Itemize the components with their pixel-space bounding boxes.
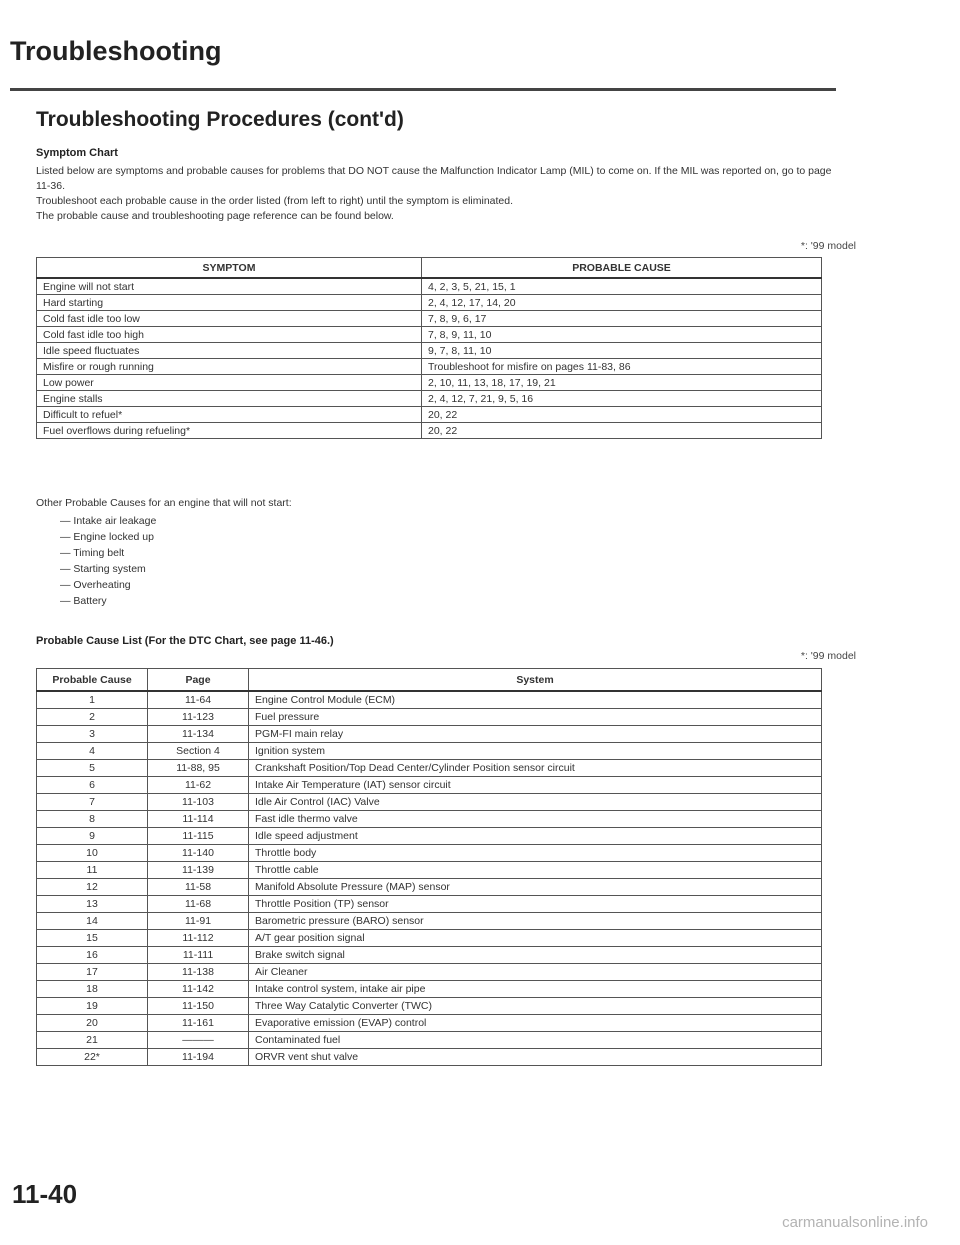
- table-row: [37, 1015, 822, 1032]
- page-cell: 11-161: [148, 1015, 249, 1032]
- table-row: [37, 743, 822, 760]
- symptom-cell: Hard starting: [37, 295, 422, 311]
- title-rule: [10, 88, 836, 91]
- cause-number-cell: 14: [37, 913, 148, 930]
- watermark: carmanualsonline.info: [782, 1214, 928, 1231]
- cause-number-cell: 5: [37, 760, 148, 777]
- table-row: [37, 777, 822, 794]
- symptom-cell: Cold fast idle too high: [37, 327, 422, 343]
- symptom-chart-heading: Symptom Chart: [36, 147, 118, 159]
- page-cell: 11-150: [148, 998, 249, 1015]
- table-row: [37, 913, 822, 930]
- symptom-cell: Misfire or rough running: [37, 359, 422, 375]
- cause-number-cell: 22*: [37, 1049, 148, 1066]
- cause-number-cell: 17: [37, 964, 148, 981]
- system-cell: Air Cleaner: [249, 964, 822, 981]
- system-cell: Intake control system, intake air pipe: [249, 981, 822, 998]
- table-row: [37, 845, 822, 862]
- page-cell: 11-62: [148, 777, 249, 794]
- intro-paragraph: Troubleshoot each probable cause in the order listed (from left to right) until the symptom is eliminated.: [36, 195, 514, 207]
- cause-number-cell: 7: [37, 794, 148, 811]
- table-row: [37, 947, 822, 964]
- system-cell: Barometric pressure (BARO) sensor: [249, 913, 822, 930]
- intro-paragraph: The probable cause and troubleshooting page reference can be found below.: [36, 210, 394, 222]
- table-row: [37, 879, 822, 896]
- system-cell: Contaminated fuel: [249, 1032, 822, 1049]
- system-cell: Throttle cable: [249, 862, 822, 879]
- table-row: [37, 311, 822, 327]
- table-row: [37, 343, 822, 359]
- page-cell: 11-114: [148, 811, 249, 828]
- symptom-cell: Cold fast idle too low: [37, 311, 422, 327]
- page-cell: 11-88, 95: [148, 760, 249, 777]
- table-row: [37, 828, 822, 845]
- probable-cause-cell: 2, 4, 12, 17, 14, 20: [422, 295, 822, 311]
- cause-number-cell: 9: [37, 828, 148, 845]
- page-cell: 11-140: [148, 845, 249, 862]
- table-row: [37, 709, 822, 726]
- page-cell: 11-138: [148, 964, 249, 981]
- table-row: [37, 726, 822, 743]
- table-row: [37, 359, 822, 375]
- probable-cause-cell: 4, 2, 3, 5, 21, 15, 1: [422, 278, 822, 295]
- system-cell: Brake switch signal: [249, 947, 822, 964]
- probable-cause-cell: 9, 7, 8, 11, 10: [422, 343, 822, 359]
- cause-number-cell: 20: [37, 1015, 148, 1032]
- symptom-cell: Low power: [37, 375, 422, 391]
- cause-number-cell: 18: [37, 981, 148, 998]
- page-cell: 11-58: [148, 879, 249, 896]
- page-cell: 11-194: [148, 1049, 249, 1066]
- table-row: [37, 930, 822, 947]
- table-row: [37, 862, 822, 879]
- page-cell: Section 4: [148, 743, 249, 760]
- table-row: [37, 964, 822, 981]
- probable-cause-cell: 7, 8, 9, 6, 17: [422, 311, 822, 327]
- system-cell: A/T gear position signal: [249, 930, 822, 947]
- page-cell: 11-103: [148, 794, 249, 811]
- system-cell: Fast idle thermo valve: [249, 811, 822, 828]
- system-cell: Throttle Position (TP) sensor: [249, 896, 822, 913]
- probable-cause-cell: 20, 22: [422, 407, 822, 423]
- other-causes-heading: Other Probable Causes for an engine that will not start:: [36, 497, 292, 509]
- page-cell: 11-112: [148, 930, 249, 947]
- system-cell: Manifold Absolute Pressure (MAP) sensor: [249, 879, 822, 896]
- symptom-cell: Engine will not start: [37, 278, 422, 295]
- page-cell: 11-115: [148, 828, 249, 845]
- table-row: [37, 375, 822, 391]
- cause-number-cell: 6: [37, 777, 148, 794]
- list-item: — Intake air leakage: [60, 515, 157, 527]
- column-header-probable-cause: PROBABLE CAUSE: [422, 258, 822, 279]
- symptom-cell: Difficult to refuel*: [37, 407, 422, 423]
- other-causes: [36, 497, 292, 609]
- list-item: — Overheating: [60, 579, 131, 591]
- list-item: — Battery: [60, 595, 107, 607]
- system-cell: Idle speed adjustment: [249, 828, 822, 845]
- system-cell: Three Way Catalytic Converter (TWC): [249, 998, 822, 1015]
- system-cell: Ignition system: [249, 743, 822, 760]
- cause-list-model-note: *: '99 model: [800, 650, 856, 662]
- cause-number-cell: 4: [37, 743, 148, 760]
- cause-number-cell: 19: [37, 998, 148, 1015]
- system-cell: Engine Control Module (ECM): [249, 691, 822, 709]
- cause-number-cell: 13: [37, 896, 148, 913]
- cause-number-cell: 3: [37, 726, 148, 743]
- table-row: [37, 423, 822, 439]
- cause-number-cell: 10: [37, 845, 148, 862]
- table-row: [37, 391, 822, 407]
- page-cell: 11-142: [148, 981, 249, 998]
- table-row: [37, 327, 822, 343]
- intro-paragraph: Listed below are symptoms and probable causes for problems that DO NOT cause the Malfunction Indicator Lamp (MIL) to come on. If the MIL was reported on, go to page 11-36.: [36, 165, 832, 192]
- cause-number-cell: 2: [37, 709, 148, 726]
- symptom-table: [36, 257, 822, 439]
- table-row: [37, 794, 822, 811]
- symptom-cell: Fuel overflows during refueling*: [37, 423, 422, 439]
- symptom-model-note: *: '99 model: [800, 240, 856, 252]
- probable-cause-cell: Troubleshoot for misfire on pages 11-83, 86: [422, 359, 822, 375]
- table-row: [37, 811, 822, 828]
- page-cell: 11-64: [148, 691, 249, 709]
- symptom-cell: Idle speed fluctuates: [37, 343, 422, 359]
- table-row: [37, 998, 822, 1015]
- page-number: 11-40: [12, 1179, 78, 1209]
- table-row: [37, 981, 822, 998]
- page-cell: 11-91: [148, 913, 249, 930]
- other-causes-list: [60, 513, 292, 609]
- symptom-chart-intro: [36, 164, 836, 224]
- table-header-row: [37, 669, 822, 692]
- column-header-symptom: SYMPTOM: [37, 258, 422, 279]
- cause-number-cell: 1: [37, 691, 148, 709]
- page-cell: 11-134: [148, 726, 249, 743]
- cause-number-cell: 8: [37, 811, 148, 828]
- probable-cause-cell: 2, 4, 12, 7, 21, 9, 5, 16: [422, 391, 822, 407]
- column-header-system: System: [249, 669, 822, 692]
- table-row: [37, 760, 822, 777]
- page-cell: ———: [148, 1032, 249, 1049]
- table-row: [37, 407, 822, 423]
- table-row: [37, 691, 822, 709]
- system-cell: Fuel pressure: [249, 709, 822, 726]
- cause-number-cell: 12: [37, 879, 148, 896]
- page-cell: 11-68: [148, 896, 249, 913]
- page-cell: 11-139: [148, 862, 249, 879]
- page-cell: 11-123: [148, 709, 249, 726]
- list-item: — Starting system: [60, 563, 146, 575]
- probable-cause-cell: 2, 10, 11, 13, 18, 17, 19, 21: [422, 375, 822, 391]
- system-cell: Evaporative emission (EVAP) control: [249, 1015, 822, 1032]
- probable-cause-table: [36, 668, 822, 1066]
- table-row: [37, 896, 822, 913]
- column-header-probable-cause: Probable Cause: [37, 669, 148, 692]
- symptom-cell: Engine stalls: [37, 391, 422, 407]
- table-row: [37, 295, 822, 311]
- system-cell: Idle Air Control (IAC) Valve: [249, 794, 822, 811]
- symptom-table-body: [37, 278, 822, 439]
- table-header-row: [37, 258, 822, 279]
- cause-number-cell: 11: [37, 862, 148, 879]
- system-cell: PGM-FI main relay: [249, 726, 822, 743]
- section-title: Troubleshooting Procedures (cont'd): [36, 108, 404, 131]
- cause-number-cell: 21: [37, 1032, 148, 1049]
- system-cell: Throttle body: [249, 845, 822, 862]
- system-cell: Intake Air Temperature (IAT) sensor circuit: [249, 777, 822, 794]
- probable-cause-cell: 20, 22: [422, 423, 822, 439]
- system-cell: ORVR vent shut valve: [249, 1049, 822, 1066]
- probable-cause-cell: 7, 8, 9, 11, 10: [422, 327, 822, 343]
- list-item: — Engine locked up: [60, 531, 154, 543]
- list-item: — Timing belt: [60, 547, 125, 559]
- system-cell: Crankshaft Position/Top Dead Center/Cylinder Position sensor circuit: [249, 760, 822, 777]
- cause-list-heading: Probable Cause List (For the DTC Chart, see page 11-46.): [36, 635, 334, 647]
- table-row: [37, 1049, 822, 1066]
- table-row: [37, 278, 822, 295]
- cause-number-cell: 15: [37, 930, 148, 947]
- cause-number-cell: 16: [37, 947, 148, 964]
- page-title: Troubleshooting: [10, 36, 222, 66]
- cause-table-body: [37, 691, 822, 1066]
- page-cell: 11-111: [148, 947, 249, 964]
- table-row: [37, 1032, 822, 1049]
- column-header-page: Page: [148, 669, 249, 692]
